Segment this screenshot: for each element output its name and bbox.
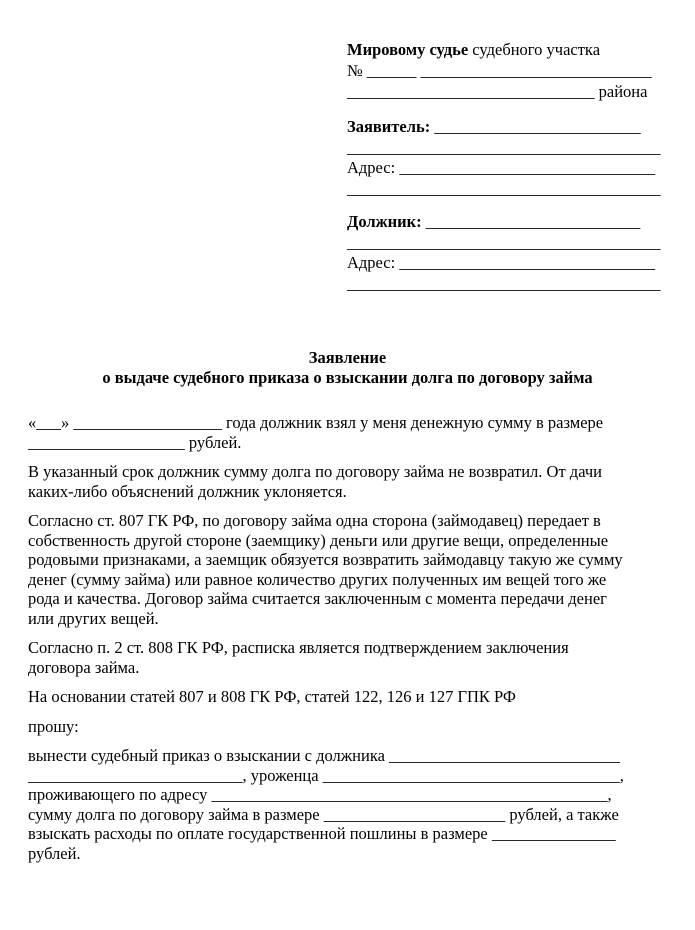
text-line: родовыми признаками, а заемщик обязуется возвратить займодавцу такую же сумму: [28, 550, 623, 569]
debtor-address-extra-line: ______________________________________: [347, 274, 661, 293]
paragraph-order-details: [28, 746, 678, 863]
text-line: вынести судебный приказ о взыскании с должника ____________________________: [28, 746, 621, 765]
text-line: «___» __________________ года должник взял у меня денежную сумму в размере: [28, 413, 604, 432]
applicant-address-extra-line: ______________________________________: [347, 179, 661, 198]
paragraph-article-808: [28, 638, 678, 677]
document-title: [0, 348, 695, 388]
debtor-blank: __________________________: [421, 212, 641, 231]
text-line: собственность другой стороне (заемщику) деньги или другие вещи, определенные: [28, 530, 609, 550]
paragraph-loan-date: [28, 413, 678, 452]
debtor-extra-line: ______________________________________: [347, 233, 661, 252]
applicant-label: Заявитель:: [347, 117, 431, 136]
text-line: __________________________, уроженца ____________________________________,: [28, 765, 624, 785]
text-line: прошу:: [28, 716, 79, 736]
applicant-extra-line: ______________________________________: [347, 138, 661, 157]
text-line: договора займа.: [28, 657, 140, 677]
text-line: рублей.: [28, 843, 81, 863]
applicant-line: [347, 117, 641, 137]
paragraph-non-repayment: [28, 462, 678, 501]
text-line: ___________________ рублей.: [28, 432, 242, 452]
applicant-address-line: Адрес: _______________________________: [347, 158, 656, 177]
title-line-2: о выдаче судебного приказа о взыскании долга по договору займа: [102, 368, 593, 387]
document-body: [28, 413, 678, 873]
text-line: В указанный срок должник сумму долга по договору займа не возвратил. От дачи: [28, 462, 602, 481]
court-label: Мировому судье: [347, 40, 469, 59]
debtor-address-line: Адрес: _______________________________: [347, 253, 656, 272]
text-line: денег (сумму займа) или равное количество других полученных им вещей того же: [28, 569, 607, 589]
text-line: Согласно п. 2 ст. 808 ГК РФ, расписка является подтверждением заключения: [28, 638, 569, 657]
paragraph-article-807: [28, 511, 678, 628]
text-line: рода и качества. Договор займа считается заключенным с момента передачи денег: [28, 589, 607, 608]
text-line: или других вещей.: [28, 608, 159, 628]
text-line: сумму долга по договору займа в размере ______________________ рублей, а также: [28, 804, 619, 824]
text-line: взыскать расходы по оплате государственной пошлины в размере _______________: [28, 824, 616, 843]
district-number-line: № ______ ____________________________: [347, 61, 652, 80]
district-line: ______________________________ района: [347, 82, 648, 101]
text-line: На основании статей 807 и 808 ГК РФ, статей 122, 126 и 127 ГПК РФ: [28, 687, 516, 706]
debtor-line: [347, 212, 640, 232]
text-line: каких-либо объяснений должник уклоняется.: [28, 481, 347, 501]
title-line-1: Заявление: [308, 348, 387, 367]
court-text: судебного участка: [468, 40, 601, 59]
debtor-label: Должник:: [347, 212, 422, 231]
paragraph-legal-basis: [28, 687, 678, 707]
court-line: [347, 40, 600, 60]
applicant-blank: _________________________: [430, 117, 641, 136]
paragraph-request: [28, 717, 678, 737]
text-line: проживающего по адресу ________________________________________________,: [28, 785, 612, 804]
text-line: Согласно ст. 807 ГК РФ, по договору займа одна сторона (займодавец) передает в: [28, 511, 601, 530]
